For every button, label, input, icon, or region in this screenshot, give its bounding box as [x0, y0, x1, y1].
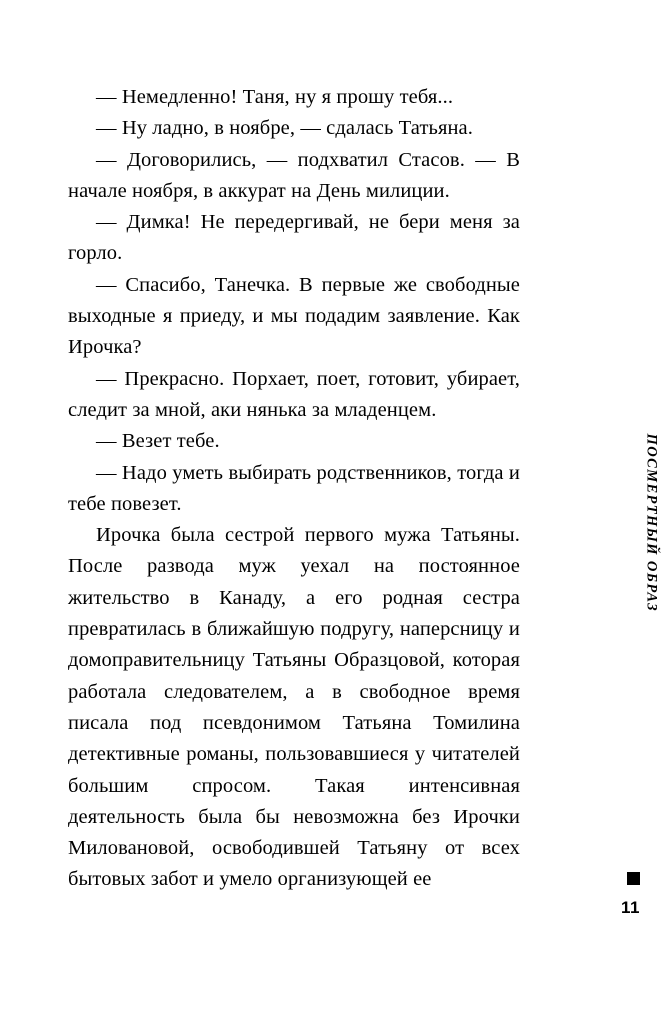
- paragraph: — Димка! Не передергивай, не бери меня за горло.: [68, 211, 520, 265]
- running-head: [609, 433, 659, 912]
- paragraph: — Прекрасно. Порхает, поет, готовит, убирает, следит за мной, аки нянька за младенцем.: [68, 367, 520, 421]
- filled-square-icon: [627, 872, 640, 885]
- page-number: 11: [621, 898, 640, 917]
- running-head-label: ПОСМЕРТНЫЙ ОБРАЗ: [643, 433, 659, 612]
- paragraph: — Спасибо, Танечка. В первые же свободные выходные я приеду, и мы подадим заявление. Как Ирочка?: [68, 273, 520, 359]
- paragraph: — Немедленно! Таня, ну я прошу тебя...: [96, 86, 454, 108]
- paragraph: — Ну ладно, в ноябре, — сдалась Татьяна.: [96, 117, 473, 140]
- paragraph: Ирочка была сестрой первого мужа Татьяны. После развода муж уехал на постоянное жительство в Канаду, а его родная сестра превратилась в ближайшую подругу, наперсницу и домоправительницу Татьяны Образцовой, которая работала следователем, а в свободное время писала под псевдонимом Татьяна Томилина детективные романы, пользовавшиеся у читателей большим спросом. Такая интенсивная деятельность была бы невозможна без Ирочки Миловановой, освободившей Татьяну от всех бытовых забот и умело организующей ее: [68, 524, 520, 891]
- paragraph: — Договорились, — подхватил Стасов. — В начале ноября, в аккурат на День милиции.: [68, 148, 520, 202]
- page-text-column: [68, 82, 520, 896]
- paragraph: — Надо уметь выбирать родственников, тогда и тебе повезет.: [68, 461, 520, 515]
- paragraph: — Везет тебе.: [96, 430, 220, 453]
